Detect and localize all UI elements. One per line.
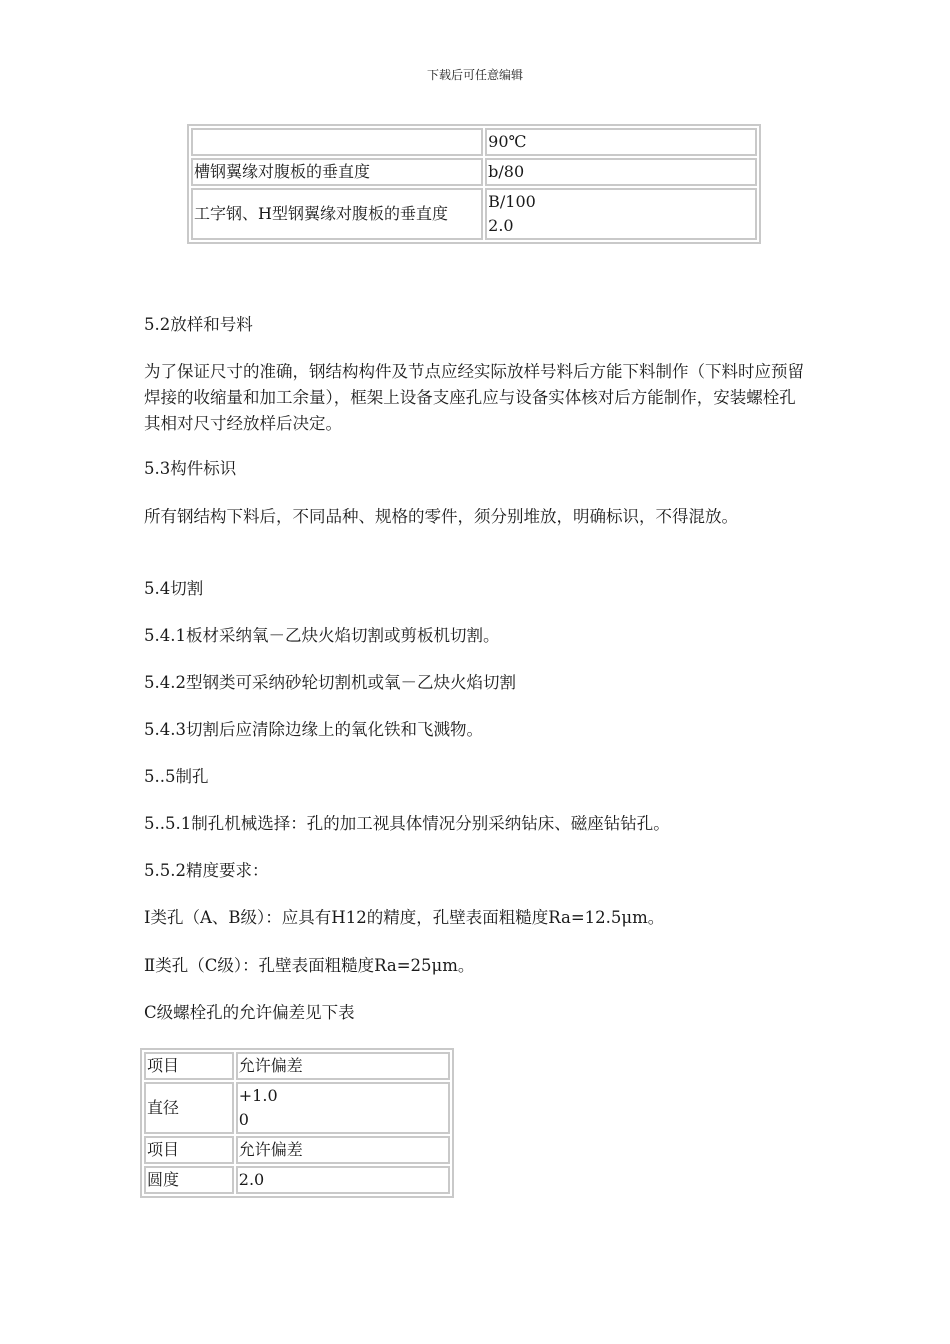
- cell-value-line: 允许偏差: [238, 1056, 303, 1075]
- table-cell-value: [236, 1082, 450, 1134]
- table-cell-item: 工字钢、H型钢翼缘对腹板的垂直度: [191, 188, 483, 240]
- cell-value-line: 90℃: [488, 132, 527, 151]
- table-cell-item: [191, 128, 483, 156]
- cell-value-line: 2.0: [488, 216, 514, 235]
- paragraph-identification: 所有钢结构下料后，不同品种、规格的零件，须分别堆放，明确标识，不得混放。: [144, 507, 738, 526]
- bolt-hole-tolerance-table: [140, 1048, 454, 1198]
- table-cell-value: [485, 128, 757, 156]
- table-cell-value: [485, 158, 757, 186]
- table-row: [191, 158, 757, 186]
- cell-value-line: B/100: [488, 192, 536, 211]
- paragraph-5-5-1: 5..5.1制孔机械选择：孔的加工视具体情况分别采纳钻床、磁座钻钻孔。: [144, 814, 670, 833]
- cell-value-line: 允许偏差: [238, 1140, 303, 1159]
- paragraph-class-2-hole: Ⅱ类孔（C级）：孔壁表面粗糙度Ra=25μm。: [144, 956, 475, 975]
- section-heading-5-5: 5..5制孔: [144, 767, 209, 786]
- paragraph-table-intro: C级螺栓孔的允许偏差见下表: [144, 1003, 355, 1022]
- table-row: [191, 128, 757, 156]
- cell-value-line: b/80: [488, 162, 525, 181]
- table-cell-item: 圆度: [144, 1166, 234, 1194]
- page-header: 下载后可任意编辑: [426, 68, 523, 82]
- cell-value-line: 2.0: [238, 1170, 265, 1189]
- paragraph-5-4-2: 5.4.2型钢类可采纳砂轮切割机或氧－乙炔火焰切割: [144, 673, 516, 692]
- paragraph-class-1-hole: Ⅰ类孔（A、B级）：应具有H12的精度，孔壁表面粗糙度Ra=12.5μm。: [144, 908, 665, 927]
- table-row: [191, 188, 757, 240]
- section-heading-5-3: 5.3构件标识: [144, 459, 237, 478]
- table-cell-value: [236, 1166, 450, 1194]
- paragraph-5-5-2: 5.5.2精度要求：: [144, 861, 269, 880]
- table-row: [144, 1052, 450, 1080]
- paragraph-5-4-1: 5.4.1板材采纳氧－乙炔火焰切割或剪板机切割。: [144, 626, 500, 645]
- table-cell-item: 直径: [144, 1082, 234, 1134]
- paragraph-5-4-3: 5.4.3切割后应清除边缘上的氧化铁和飞溅物。: [144, 720, 483, 739]
- section-heading-5-4: 5.4切割: [144, 579, 204, 598]
- cell-value-line: +1.0: [238, 1086, 278, 1105]
- table-row: [144, 1136, 450, 1164]
- table-row: [144, 1166, 450, 1194]
- cell-value-line: 0: [238, 1110, 249, 1129]
- section-heading-5-2: 5.2放样和号料: [144, 315, 253, 334]
- table-cell-value: [236, 1136, 450, 1164]
- table-cell-value: [485, 188, 757, 240]
- table-cell-value: [236, 1052, 450, 1080]
- table-cell-item: 项目: [144, 1052, 234, 1080]
- verticality-tolerance-table: [187, 124, 761, 244]
- table-cell-item: 槽钢翼缘对腹板的垂直度: [191, 158, 483, 186]
- paragraph-lofting: 为了保证尺寸的准确，钢结构构件及节点应经实际放样号料后方能下料制作（下料时应预留焊接的收缩量和加工余量），框架上设备支座孔应与设备实体核对后方能制作，安装螺栓孔其相对尺寸经放样后决定。: [144, 362, 804, 433]
- table-row: [144, 1082, 450, 1134]
- table-cell-item: 项目: [144, 1136, 234, 1164]
